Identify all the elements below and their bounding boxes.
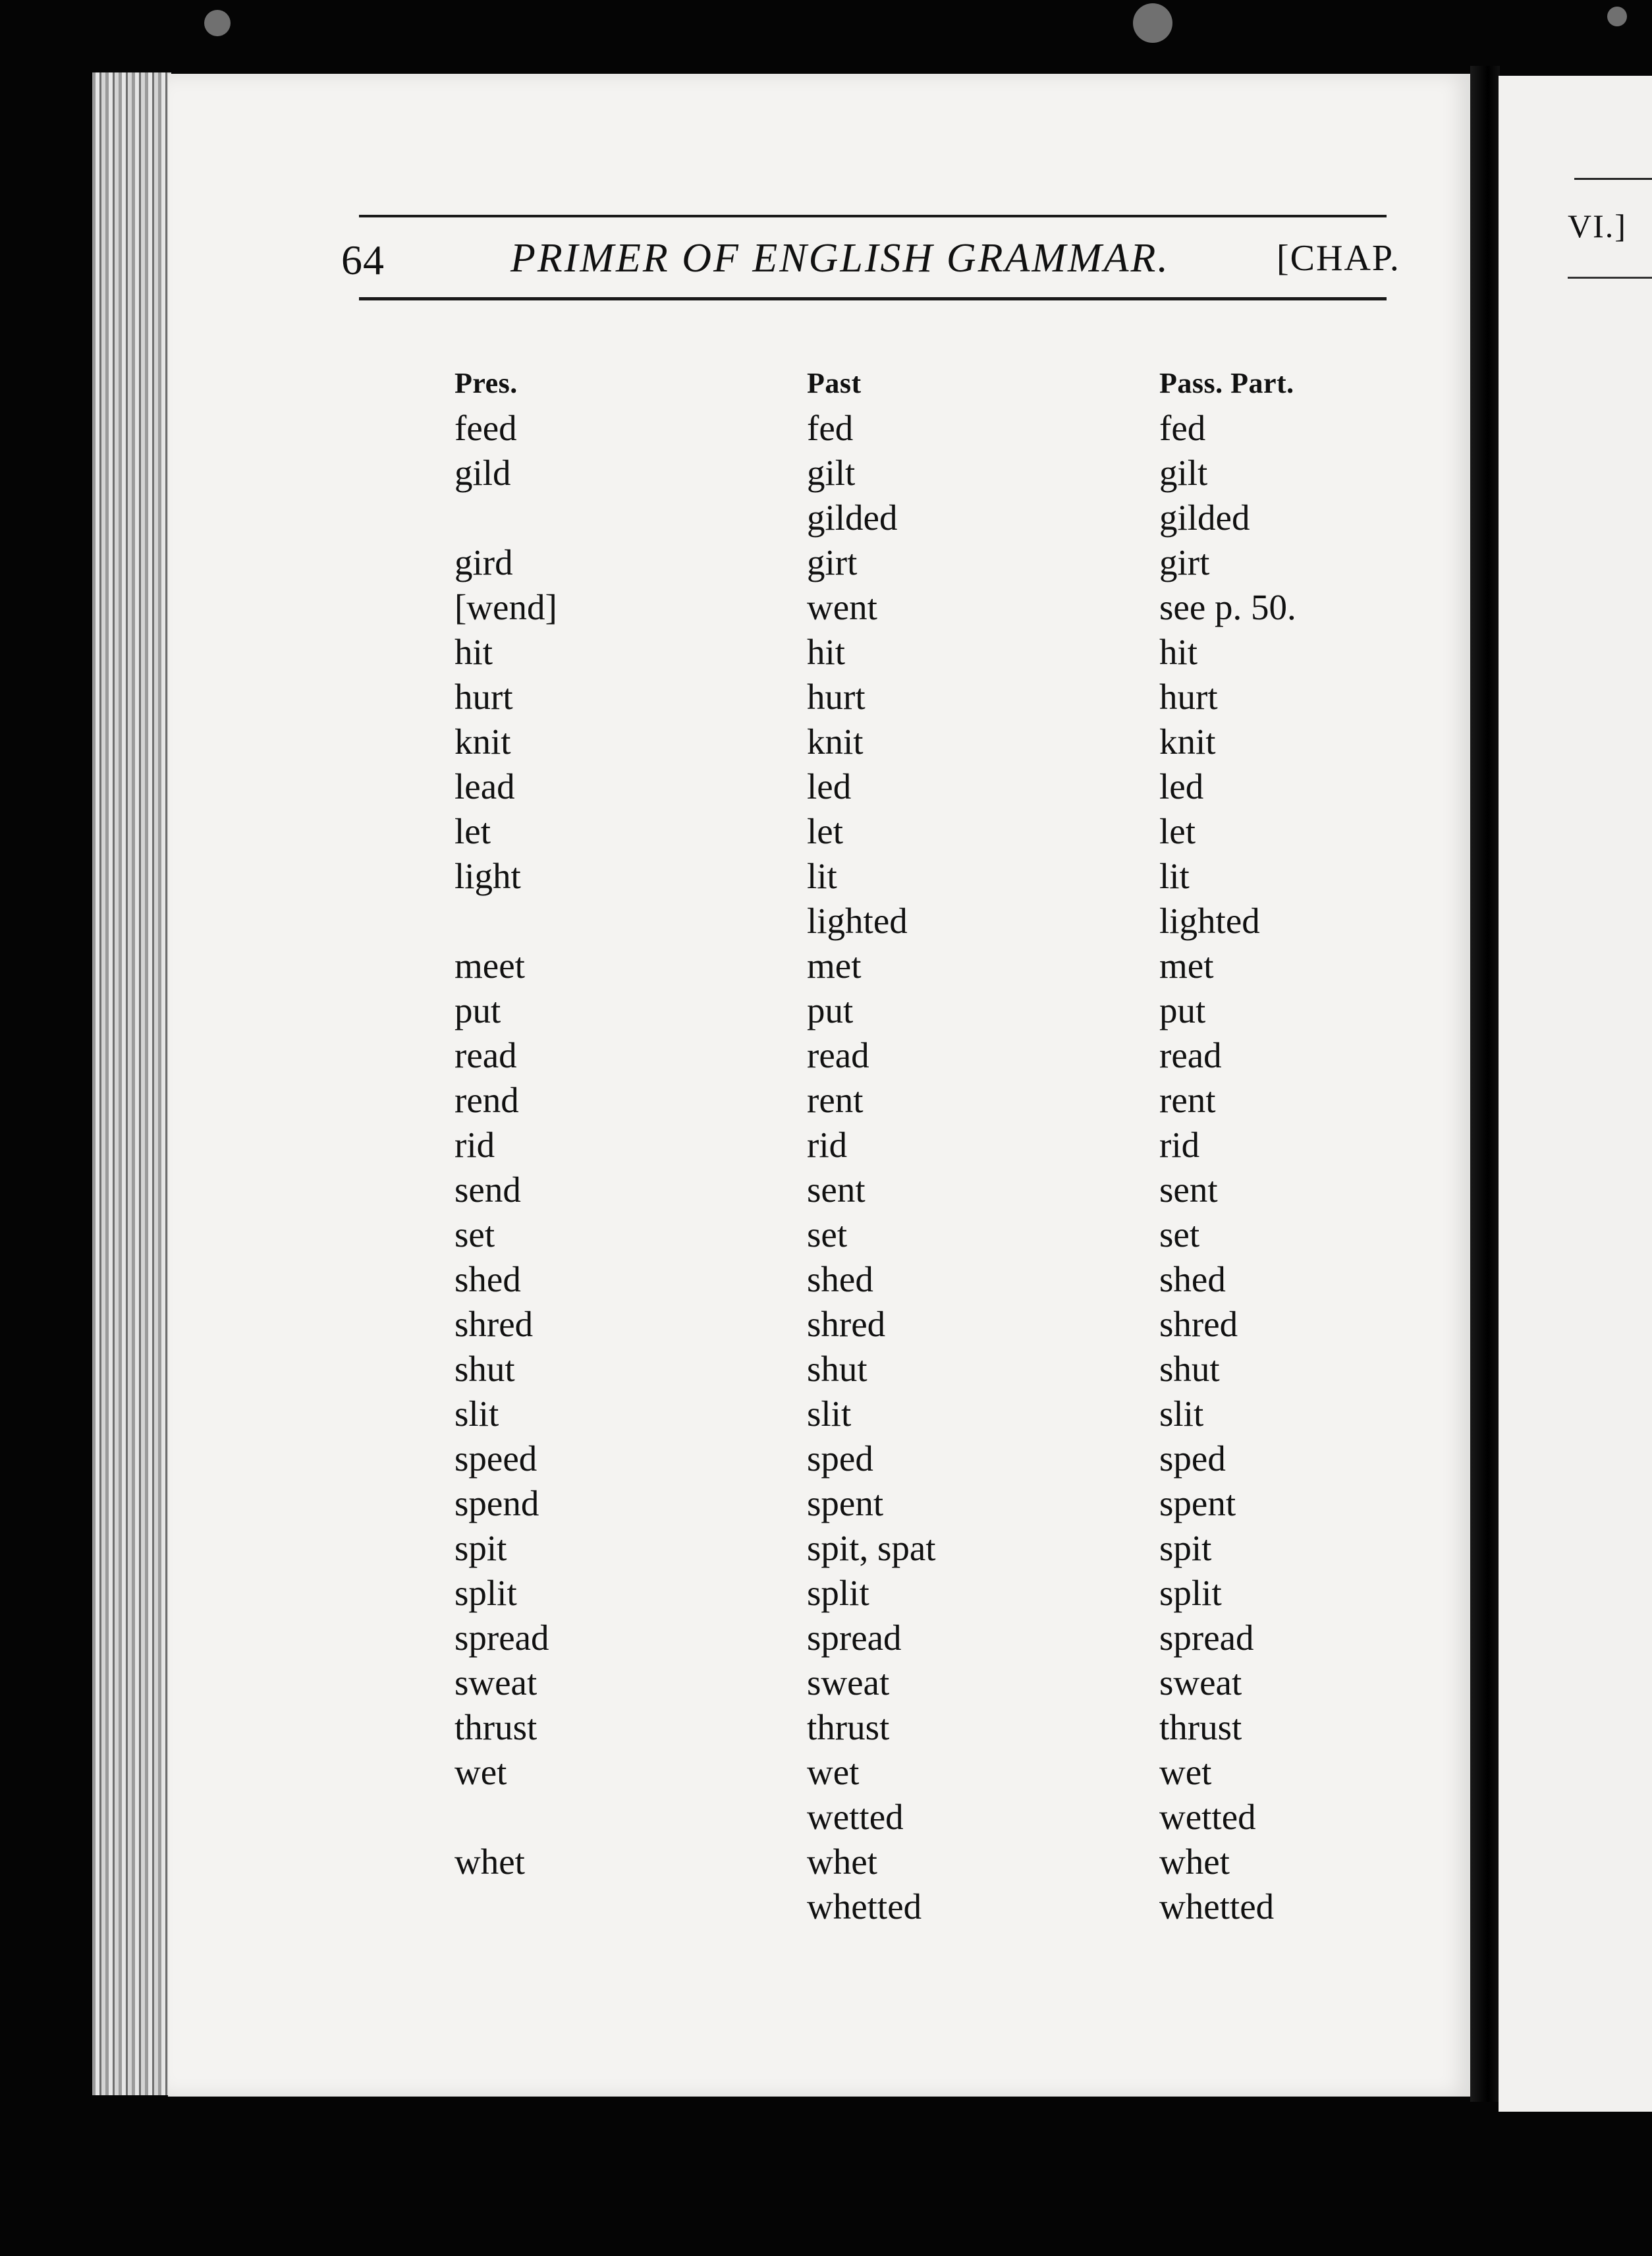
- column-present: [454, 361, 557, 1929]
- verb-passive-participle: fed: [1159, 408, 1206, 448]
- facing-page-rule: [1574, 178, 1652, 180]
- verb-present: split: [454, 1573, 517, 1613]
- header-rule-top: [359, 215, 1387, 217]
- verb-past: gilded: [807, 497, 898, 538]
- verb-present: read: [454, 1035, 517, 1075]
- verb-past: spread: [807, 1618, 902, 1658]
- verb-past: whetted: [807, 1886, 922, 1927]
- column-passive-participle: [1159, 361, 1296, 1929]
- verb-passive-participle: shed: [1159, 1259, 1226, 1299]
- verb-past: hurt: [807, 677, 866, 717]
- facing-page: [1499, 76, 1652, 2112]
- verb-present: speed: [454, 1438, 537, 1479]
- verb-passive-participle: put: [1159, 990, 1206, 1030]
- verb-passive-participle: read: [1159, 1035, 1222, 1075]
- verb-passive-participle: rent: [1159, 1080, 1216, 1120]
- verb-past: slit: [807, 1394, 852, 1434]
- verb-passive-participle: spent: [1159, 1483, 1236, 1523]
- verb-present: rid: [454, 1125, 495, 1165]
- verb-present: shed: [454, 1259, 521, 1299]
- verb-present: light: [454, 856, 521, 896]
- verb-present: knit: [454, 721, 511, 762]
- verb-past: read: [807, 1035, 869, 1075]
- verb-past: split: [807, 1573, 869, 1613]
- verb-past: shed: [807, 1259, 873, 1299]
- verb-passive-participle: gilt: [1159, 453, 1208, 493]
- verb-passive-participle: sent: [1159, 1170, 1218, 1210]
- verb-passive-participle: set: [1159, 1214, 1200, 1255]
- verb-past: lighted: [807, 901, 908, 941]
- verb-past: gilt: [807, 453, 856, 493]
- scan-dust: [1607, 7, 1627, 26]
- verb-present: lead: [454, 766, 515, 806]
- verb-passive-participle: spit: [1159, 1528, 1212, 1568]
- scan-dust: [204, 10, 231, 36]
- verb-present: [454, 899, 557, 944]
- verb-present: [454, 1884, 557, 1929]
- verb-present: gird: [454, 542, 513, 582]
- verb-passive-participle: sped: [1159, 1438, 1226, 1479]
- chapter-tag: [CHAP.: [1277, 238, 1400, 279]
- verb-past: met: [807, 945, 862, 986]
- verb-past: put: [807, 990, 854, 1030]
- verb-passive-participle: lit: [1159, 856, 1190, 896]
- verb-passive-participle: gilded: [1159, 497, 1250, 538]
- verb-past: thrust: [807, 1707, 890, 1747]
- verb-passive-participle: sweat: [1159, 1662, 1242, 1703]
- verb-present: [454, 1795, 557, 1840]
- verb-past: let: [807, 811, 843, 851]
- book-page-edges: [92, 72, 171, 2095]
- verb-past: shut: [807, 1349, 867, 1389]
- verb-present: thrust: [454, 1707, 537, 1747]
- verb-past: hit: [807, 632, 846, 672]
- verb-past: sweat: [807, 1662, 890, 1703]
- verb-past: wet: [807, 1752, 860, 1792]
- verb-present: gild: [454, 453, 511, 493]
- verb-passive-participle: met: [1159, 945, 1214, 986]
- verb-present: spend: [454, 1483, 539, 1523]
- verb-present: set: [454, 1214, 495, 1255]
- verb-passive-participle: shut: [1159, 1349, 1220, 1389]
- verb-present: feed: [454, 408, 517, 448]
- verb-passive-participle: hit: [1159, 632, 1198, 672]
- verb-present: shred: [454, 1304, 534, 1344]
- verb-passive-participle: hurt: [1159, 677, 1218, 717]
- verb-past: rent: [807, 1080, 864, 1120]
- verb-present: let: [454, 811, 491, 851]
- book-gutter: [1470, 66, 1500, 2102]
- verb-present: shut: [454, 1349, 515, 1389]
- verb-present: wet: [454, 1752, 507, 1792]
- verb-passive-participle: thrust: [1159, 1707, 1242, 1747]
- verb-passive-participle: shred: [1159, 1304, 1238, 1344]
- verb-present: [454, 495, 557, 540]
- verb-present: put: [454, 990, 501, 1030]
- column-header-present: Pres.: [454, 367, 518, 399]
- verb-passive-participle: lighted: [1159, 901, 1260, 941]
- facing-page-rule: [1568, 277, 1652, 279]
- verb-present: slit: [454, 1394, 499, 1434]
- running-title: PRIMER OF ENGLISH GRAMMAR.: [510, 236, 1170, 281]
- header-rule-bottom: [359, 297, 1387, 300]
- verb-past: sent: [807, 1170, 866, 1210]
- verb-present: spread: [454, 1618, 549, 1658]
- page-number: 64: [341, 237, 385, 283]
- verb-passive-participle: slit: [1159, 1394, 1204, 1434]
- verb-present: sweat: [454, 1662, 537, 1703]
- verb-passive-participle: split: [1159, 1573, 1222, 1613]
- verb-passive-participle: wetted: [1159, 1797, 1256, 1837]
- column-header-past: Past: [807, 367, 862, 399]
- verb-past: wetted: [807, 1797, 904, 1837]
- verb-past: sped: [807, 1438, 873, 1479]
- verb-past: girt: [807, 542, 858, 582]
- verb-past: shred: [807, 1304, 886, 1344]
- verb-present: send: [454, 1170, 521, 1210]
- column-header-passive-participle: Pass. Part.: [1159, 367, 1294, 399]
- verb-passive-participle: let: [1159, 811, 1196, 851]
- verb-passive-participle: rid: [1159, 1125, 1200, 1165]
- verb-past: rid: [807, 1125, 848, 1165]
- verb-present: hit: [454, 632, 493, 672]
- verb-present: whet: [454, 1842, 525, 1882]
- verb-past: led: [807, 766, 852, 806]
- verb-past: spent: [807, 1483, 884, 1523]
- verb-passive-participle: girt: [1159, 542, 1210, 582]
- verb-passive-participle: whet: [1159, 1842, 1230, 1882]
- verb-present: spit: [454, 1528, 507, 1568]
- verb-present: hurt: [454, 677, 513, 717]
- verb-passive-participle: spread: [1159, 1618, 1254, 1658]
- verb-present: [wend]: [454, 587, 557, 627]
- verb-passive-participle: knit: [1159, 721, 1216, 762]
- verb-passive-participle: whetted: [1159, 1886, 1275, 1927]
- verb-past: whet: [807, 1842, 877, 1882]
- verb-past: fed: [807, 408, 854, 448]
- verb-passive-participle: see p. 50.: [1159, 587, 1296, 627]
- facing-page-chapter: VI.]: [1568, 208, 1627, 244]
- verb-passive-participle: led: [1159, 766, 1204, 806]
- verb-passive-participle: wet: [1159, 1752, 1212, 1792]
- column-past: [807, 361, 936, 1929]
- verb-past: lit: [807, 856, 837, 896]
- verb-present: rend: [454, 1080, 519, 1120]
- verb-past: set: [807, 1214, 848, 1255]
- verb-past: knit: [807, 721, 864, 762]
- scan-dust: [1133, 3, 1172, 43]
- verb-past: spit, spat: [807, 1528, 936, 1568]
- verb-present: meet: [454, 945, 525, 986]
- verb-past: went: [807, 587, 877, 627]
